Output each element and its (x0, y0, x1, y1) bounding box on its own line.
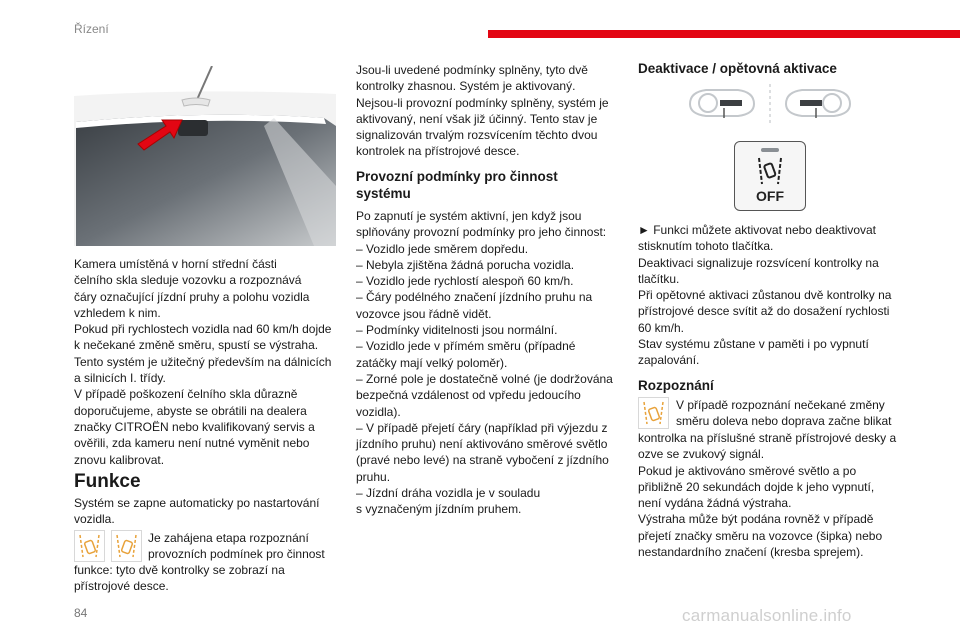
text-line: kontrolek na přístrojové desce. (356, 144, 520, 159)
text-line: čelního skla sleduje vozovku a rozpoznává (74, 273, 302, 288)
text-line: směru doleva nebo doprava začne blikat (676, 414, 892, 429)
text-line: Při opětovné aktivaci zůstanou dvě kontrolky na (638, 288, 892, 303)
lane-departure-warning-icon (638, 397, 669, 429)
heading-operating-conditions (356, 168, 620, 202)
text-line: ► Funkci můžete aktivovat nebo deaktivovat (638, 223, 876, 237)
text-line: vozovce jsou řádně vidět. (356, 306, 492, 321)
detection-text (638, 430, 900, 560)
text-line: Provozní podmínky pro činnost (356, 169, 558, 184)
lane-warning-icons (74, 530, 142, 562)
funkce-after (74, 562, 344, 595)
heading-deactivation: Deaktivace / opětovná aktivace (638, 61, 837, 76)
page-number: 84 (74, 606, 88, 620)
text-line: čáry označující jízdní pruhy a polohu vozidla (74, 289, 310, 304)
text-line: (pravé nebo levé) na straně vybočení z jízdního (356, 453, 609, 468)
funkce-intro (74, 495, 344, 528)
operating-conditions-list (356, 208, 620, 518)
dashboard-button-location-illustration (688, 84, 852, 124)
section-title: Řízení (74, 22, 109, 36)
text-line: znovu kalibrovat. (74, 452, 165, 467)
text-line: Je zahájena etapa rozpoznání (148, 531, 309, 545)
text-line: Deaktivaci signalizuje rozsvícení kontrolky na (638, 255, 879, 270)
text-line: systému (356, 186, 411, 201)
text-line: V případě rozpoznání nečekané změny (676, 398, 885, 412)
text-line: přejetí značky směru na vozovce (šipka) nebo (638, 528, 883, 543)
section-accent-bar (488, 30, 960, 38)
text-line: pruhu. (356, 469, 391, 484)
text-line: ověřili, zda kameru není nutné vyměnit nebo (74, 436, 310, 451)
lane-departure-warning-icon (111, 530, 142, 562)
text-line: s vyznačeným jízdním pruhem. (356, 502, 522, 517)
funkce-icon-text (148, 530, 348, 563)
deactivation-text (638, 222, 900, 369)
text-line: zapalování. (638, 353, 700, 368)
conditions-result-text (356, 62, 620, 160)
list-item: – Podmínky viditelnosti jsou normální. (356, 323, 558, 338)
heading-detection: Rozpoznání (638, 378, 714, 393)
text-line: vozidla). (356, 404, 401, 419)
text-line: Po zapnutí je systém aktivní, jen když jsou (356, 209, 582, 223)
text-line: značky CITROËN nebo kvalifikovaný servis a (74, 419, 315, 434)
detection-icon-text (676, 397, 906, 430)
windshield-camera-illustration (74, 66, 336, 246)
text-line: Pokud při rychlostech vozidla nad 60 km/h dojde (74, 322, 332, 337)
lane-departure-icon (755, 156, 785, 186)
text-line: nestandardního značení (kresba sprejem). (638, 545, 864, 560)
list-item: – Nebyla zjištěna žádná porucha vozidla. (356, 257, 575, 272)
text-line: k nečekané změně směru, spustí se výstraha. (74, 338, 319, 353)
list-item: – Vozidlo jede v přímém směru (případné (356, 339, 576, 354)
text-line: funkce: tyto dvě kontrolky se zobrazí na (74, 563, 285, 577)
text-line: kontrolka na příslušné straně přístrojové desky a (638, 431, 897, 445)
button-label: OFF (756, 188, 784, 204)
text-line: Jsou-li uvedené podmínky splněny, tyto dvě (356, 63, 588, 77)
text-line: není vydána žádná výstraha. (638, 496, 792, 511)
list-item: – Vozidlo jede směrem dopředu. (356, 241, 529, 256)
button-indicator-led (761, 148, 779, 152)
text-line: V případě poškození čelního skla důrazně (74, 387, 298, 402)
text-line: Kamera umístěná v horní střední části (74, 257, 277, 271)
text-line: Pokud je aktivováno směrové světlo a po (638, 463, 857, 478)
text-line: Tento systém je užitečný především na dálnicích (74, 354, 332, 369)
text-line: splňovány provozní podmínky pro jeho činnost: (356, 225, 607, 240)
text-line: jízdního pruhu) není aktivováno směrové světlo (356, 437, 608, 452)
text-line: doporučujeme, abyste se obrátili na dealera (74, 403, 307, 418)
camera-description (74, 256, 344, 468)
text-line: zatáčky mají velký poloměr). (356, 355, 508, 370)
text-line: bezpečná vzdálenost od vpředu jedoucího (356, 388, 581, 403)
text-line: provozních podmínek pro činnost (148, 547, 325, 562)
watermark: carmanualsonline.info (682, 606, 852, 625)
list-item: – Zorné pole je dostatečně volné (je dodržována (356, 371, 613, 386)
list-item: – Čáry podélného značení jízdního pruhu na (356, 290, 593, 305)
lane-departure-warning-icon (74, 530, 105, 562)
text-line: Systém se zapne automaticky po nastartování (74, 496, 320, 510)
list-item: – Vozidlo jede rychlostí alespoň 60 km/h. (356, 274, 574, 289)
text-line: tlačítku. (638, 271, 680, 286)
text-line: 60 km/h. (638, 320, 685, 335)
text-line: Stav systému zůstane v paměti i po vypnutí (638, 337, 869, 352)
text-line: Nejsou-li provozní podmínky splněny, systém je (356, 95, 609, 110)
lane-assist-off-button[interactable] (734, 141, 806, 211)
text-line: přístrojové desce. (74, 579, 169, 594)
text-line: Výstraha může být podána rovněž v případě (638, 512, 874, 527)
text-line: přibližně 20 sekundách dojde k jeho vypnutí, (638, 479, 875, 494)
text-line: aktivovaný, není však již účinný. Tento stav je (356, 111, 598, 126)
heading-funkce: Funkce (74, 471, 141, 492)
text-line: signalizován trvalým rozsvícením těchto dvou (356, 128, 598, 143)
text-line: ozve se zvukový signál. (638, 447, 765, 462)
list-item: – Jízdní dráha vozidla je v souladu (356, 486, 541, 501)
text-line: kontrolky zhasnou. Systém je aktivovaný. (356, 79, 576, 94)
text-line: vzhledem k nim. (74, 305, 161, 320)
text-line: stisknutím tohoto tlačítka. (638, 239, 774, 254)
text-line: vozidla. (74, 512, 115, 527)
text-line: přístrojové desce svítit až do dosažení rychlosti (638, 304, 890, 319)
list-item: – V případě přejetí čáry (například při výjezdu z (356, 420, 608, 435)
text-line: a silnicích I. třídy. (74, 371, 166, 386)
